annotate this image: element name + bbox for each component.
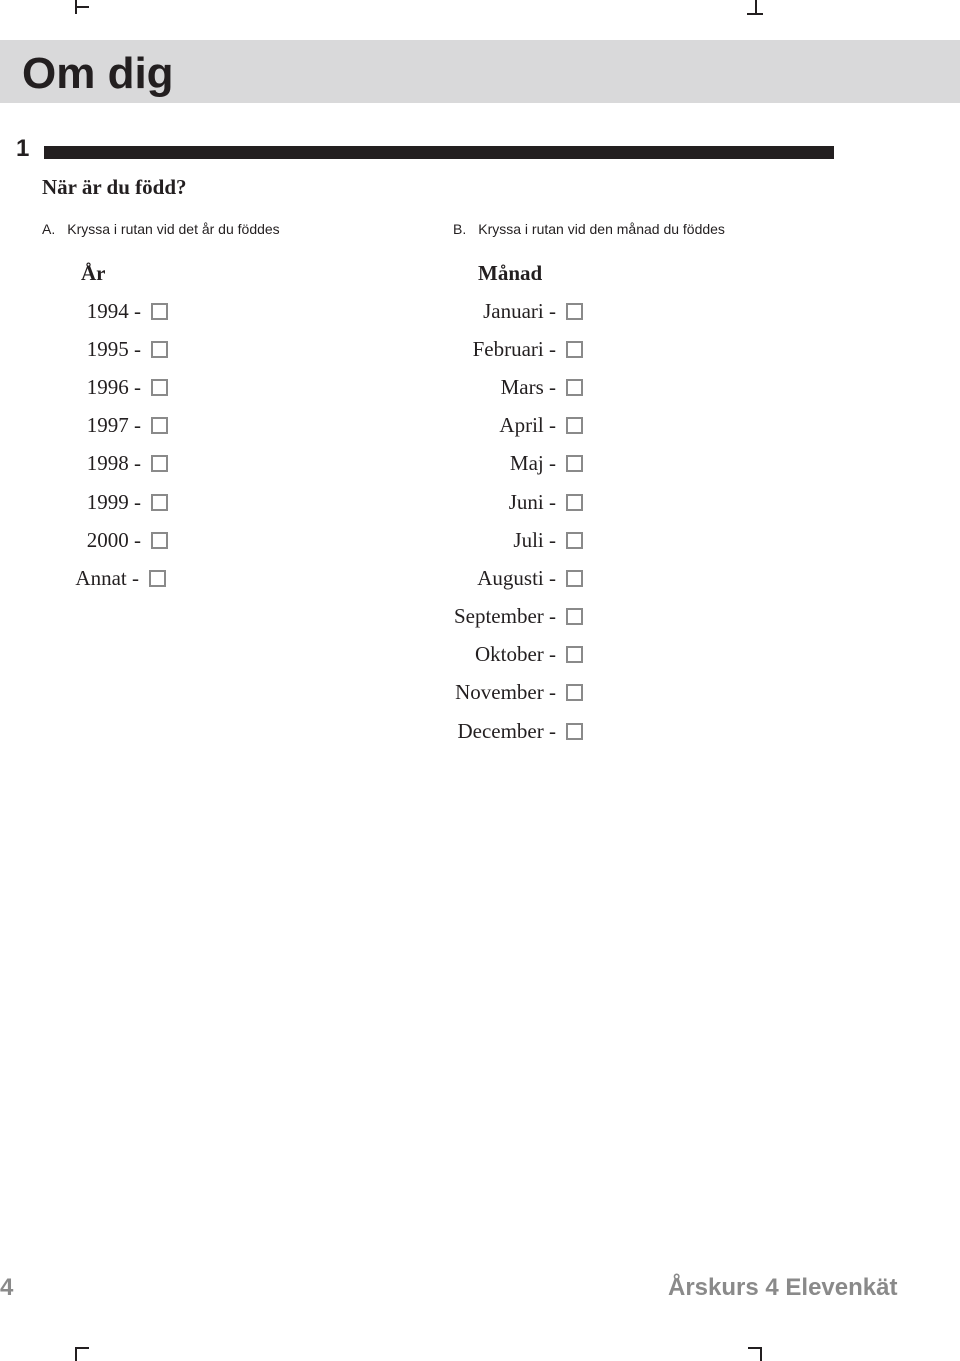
instruction-b-text: Kryssa i rutan vid den månad du föddes: [478, 221, 725, 237]
page-title: Om dig: [22, 49, 174, 98]
year-option-1998[interactable]: 1998 -: [0, 448, 168, 478]
checkbox[interactable]: [151, 303, 168, 320]
checkbox[interactable]: [566, 684, 583, 701]
checkbox[interactable]: [566, 723, 583, 740]
year-option-annat[interactable]: Annat -: [0, 563, 166, 593]
month-option-maj[interactable]: Maj -: [300, 448, 583, 478]
month-option-mars[interactable]: Mars -: [300, 372, 583, 402]
instruction-b-letter: B.: [453, 221, 467, 237]
crop-mark-top-right-h: [747, 13, 763, 15]
page-number: 4: [0, 1274, 14, 1301]
checkbox[interactable]: [566, 646, 583, 663]
month-option-oktober[interactable]: Oktober -: [300, 639, 583, 669]
month-option-november[interactable]: November -: [300, 677, 583, 707]
checkbox[interactable]: [149, 570, 166, 587]
instruction-a-text: Kryssa i rutan vid det år du föddes: [67, 221, 280, 237]
footer-title: Årskurs 4 Elevenkät: [668, 1274, 898, 1301]
checkbox[interactable]: [566, 341, 583, 358]
year-option-2000[interactable]: 2000 -: [0, 525, 168, 555]
year-option-1995[interactable]: 1995 -: [0, 334, 168, 364]
instruction-a-letter: A.: [42, 221, 56, 237]
instruction-a: [42, 219, 280, 239]
checkbox[interactable]: [151, 341, 168, 358]
month-option-augusti[interactable]: Augusti -: [300, 563, 583, 593]
month-heading: Månad: [478, 261, 543, 285]
crop-mark-top-right-v: [755, 0, 757, 14]
crop-mark-bottom-left-h: [75, 1347, 89, 1349]
checkbox[interactable]: [151, 455, 168, 472]
year-option-1999[interactable]: 1999 -: [0, 487, 168, 517]
month-option-december[interactable]: December -: [300, 716, 583, 746]
year-option-1996[interactable]: 1996 -: [0, 372, 168, 402]
crop-mark-bottom-right-v: [760, 1347, 762, 1361]
crop-mark-bottom-left-v: [75, 1347, 77, 1361]
crop-mark-bottom-right-h: [748, 1347, 762, 1349]
checkbox[interactable]: [566, 417, 583, 434]
question-divider-bar: [44, 146, 834, 159]
year-option-1997[interactable]: 1997 -: [0, 410, 168, 440]
checkbox[interactable]: [566, 608, 583, 625]
month-option-juli[interactable]: Juli -: [300, 525, 583, 555]
checkbox[interactable]: [566, 570, 583, 587]
checkbox[interactable]: [151, 532, 168, 549]
question-text: När är du född?: [42, 175, 187, 199]
checkbox[interactable]: [566, 455, 583, 472]
checkbox[interactable]: [566, 303, 583, 320]
year-heading: År: [81, 261, 106, 285]
month-option-januari[interactable]: Januari -: [300, 296, 583, 326]
checkbox[interactable]: [151, 494, 168, 511]
question-number: 1: [16, 135, 30, 162]
month-option-april[interactable]: April -: [300, 410, 583, 440]
checkbox[interactable]: [566, 532, 583, 549]
checkbox[interactable]: [151, 417, 168, 434]
checkbox[interactable]: [566, 379, 583, 396]
year-option-1994[interactable]: 1994 -: [0, 296, 168, 326]
crop-mark-top-left-h: [75, 6, 89, 8]
checkbox[interactable]: [566, 494, 583, 511]
month-option-februari[interactable]: Februari -: [300, 334, 583, 364]
instruction-b: [453, 219, 725, 239]
month-option-juni[interactable]: Juni -: [300, 487, 583, 517]
month-option-september[interactable]: September -: [300, 601, 583, 631]
checkbox[interactable]: [151, 379, 168, 396]
